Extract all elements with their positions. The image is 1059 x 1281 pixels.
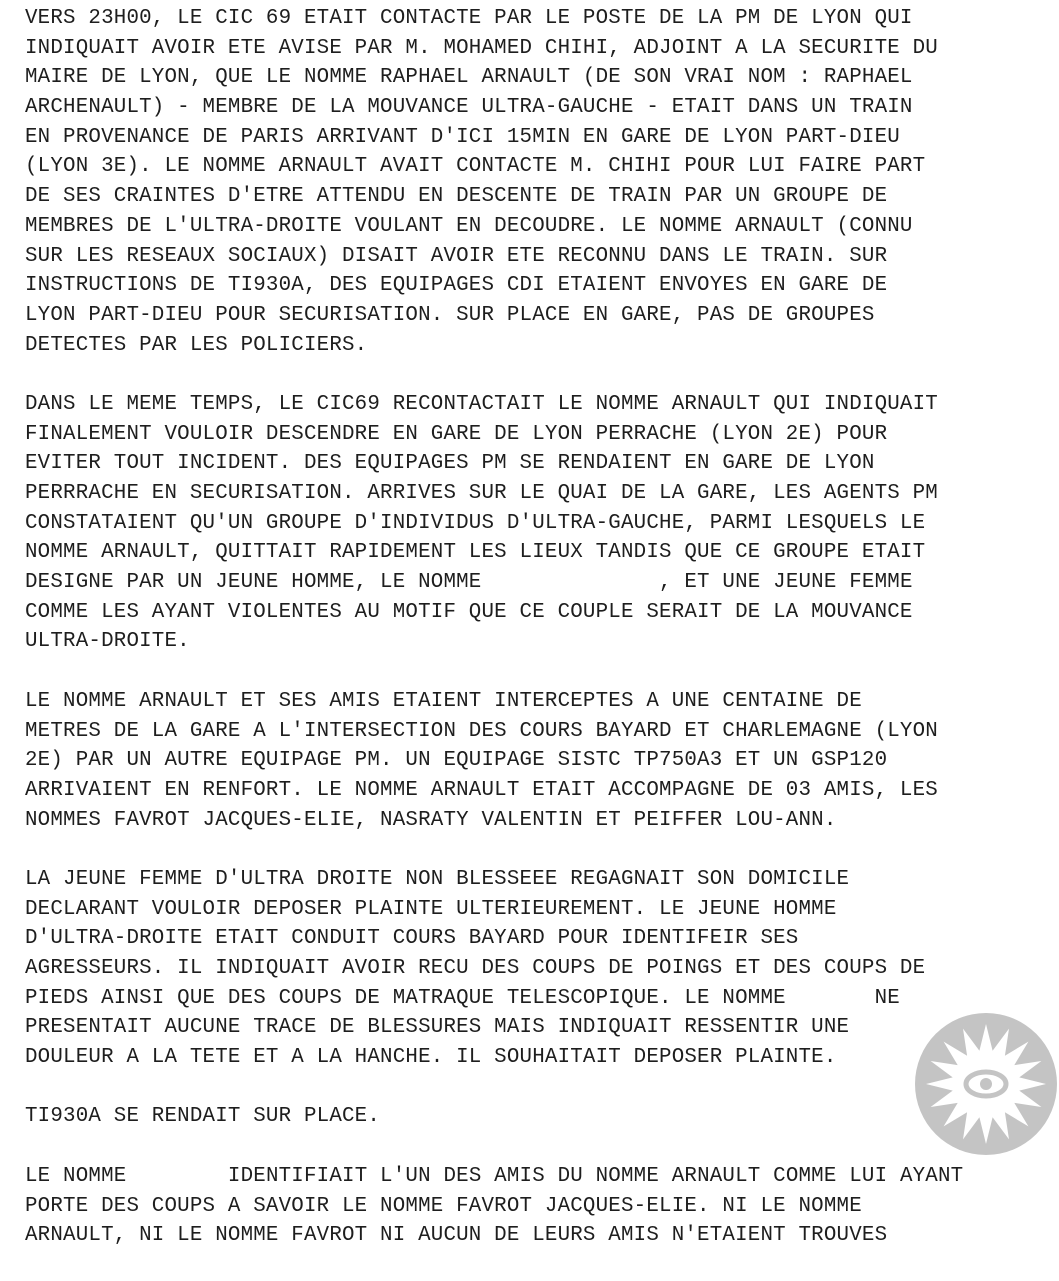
text-line [25, 984, 1055, 1014]
text-line: LA JEUNE FEMME D'ULTRA DROITE NON BLESSEEE REGAGNAIT SON DOMICILE [25, 867, 850, 891]
text-line [25, 568, 1055, 598]
text-line: PRESENTAIT AUCUNE TRACE DE BLESSURES MAIS INDIQUAIT RESSENTIR UNE [25, 1016, 850, 1040]
text-line: TI930A SE RENDAIT SUR PLACE. [25, 1105, 381, 1129]
text-line [25, 1162, 1055, 1192]
text-line: DOULEUR A LA TETE ET A LA HANCHE. IL SOUHAITAIT DEPOSER PLAINTE. [25, 1046, 837, 1070]
text-line: CONSTATAIENT QU'UN GROUPE D'INDIVIDUS D'ULTRA-GAUCHE, PARMI LESQUELS LE [25, 511, 926, 535]
text-line: LE NOMME ARNAULT ET SES AMIS ETAIENT INTERCEPTES A UNE CENTAINE DE [25, 689, 862, 713]
text-line: 2E) PAR UN AUTRE EQUIPAGE PM. UN EQUIPAGE SISTC TP750A3 ET UN GSP120 [25, 749, 888, 773]
text-line: DANS LE MEME TEMPS, LE CIC69 RECONTACTAIT LE NOMME ARNAULT QUI INDIQUAIT [25, 392, 938, 416]
text-segment: NE [861, 986, 900, 1010]
text-segment: IDENTIFIAIT L'UN DES AMIS DU NOMME ARNAULT COMME LUI AYANT [215, 1164, 964, 1188]
text-line: METRES DE LA GARE A L'INTERSECTION DES COURS BAYARD ET CHARLEMAGNE (LYON [25, 719, 938, 743]
text-line: SUR LES RESEAUX SOCIAUX) DISAIT AVOIR ETE RECONNU DANS LE TRAIN. SUR [25, 244, 888, 268]
text-line: NOMMES FAVROT JACQUES-ELIE, NASRATY VALENTIN ET PEIFFER LOU-ANN. [25, 808, 837, 832]
text-segment: , ET UNE JEUNE FEMME [659, 571, 913, 595]
text-line: (LYON 3E). LE NOMME ARNAULT AVAIT CONTACTE M. CHIHI POUR LUI FAIRE PART [25, 155, 926, 179]
paragraph [25, 687, 1055, 835]
text-line: INSTRUCTIONS DE TI930A, DES EQUIPAGES CDI ETAIENT ENVOYES EN GARE DE [25, 274, 888, 298]
text-segment: DESIGNE PAR UN JEUNE HOMME, LE NOMME [25, 571, 495, 595]
text-line: EVITER TOUT INCIDENT. DES EQUIPAGES PM SE RENDAIENT EN GARE DE LYON [25, 452, 875, 476]
text-line: ULTRA-DROITE. [25, 630, 190, 654]
redacted-name [139, 1162, 215, 1192]
paragraph [25, 4, 1055, 360]
document-body [25, 4, 1055, 1281]
text-segment: LE NOMME [25, 1164, 140, 1188]
text-line: AGRESSEURS. IL INDIQUAIT AVOIR RECU DES COUPS DE POINGS ET DES COUPS DE [25, 957, 926, 980]
eye-sunburst-icon [914, 1012, 1058, 1156]
text-line: EN PROVENANCE DE PARIS ARRIVANT D'ICI 15MIN EN GARE DE LYON PART-DIEU [25, 125, 900, 149]
paragraph [25, 1102, 1055, 1132]
text-line: ARNAULT, NI LE NOMME FAVROT NI AUCUN DE LEURS AMIS N'ETAIENT TROUVES [25, 1224, 888, 1248]
text-line: ARCHENAULT) - MEMBRE DE LA MOUVANCE ULTRA-GAUCHE - ETAIT DANS UN TRAIN [25, 96, 913, 120]
text-line: DECLARANT VOULOIR DEPOSER PLAINTE ULTERIEUREMENT. LE JEUNE HOMME [25, 897, 837, 921]
text-segment: PIEDS AINSI QUE DES COUPS DE MATRAQUE TELESCOPIQUE. LE NOMME [25, 986, 799, 1010]
text-line: MEMBRES DE L'ULTRA-DROITE VOULANT EN DECOUDRE. LE NOMME ARNAULT (CONNU [25, 214, 913, 238]
paragraph [25, 390, 1055, 657]
text-line: PERRRACHE EN SECURISATION. ARRIVES SUR LE QUAI DE LA GARE, LES AGENTS PM [25, 482, 938, 505]
paragraph [25, 865, 1055, 1073]
text-line: PORTE DES COUPS A SAVOIR LE NOMME FAVROT JACQUES-ELIE. NI LE NOMME [25, 1194, 862, 1218]
redacted-name [799, 984, 862, 1014]
text-line: MAIRE DE LYON, QUE LE NOMME RAPHAEL ARNAULT (DE SON VRAI NOM : RAPHAEL [25, 66, 913, 90]
text-line: D'ULTRA-DROITE ETAIT CONDUIT COURS BAYARD POUR IDENTIFEIR SES [25, 927, 799, 951]
redacted-name [494, 568, 659, 598]
text-line: NOMME ARNAULT, QUITTAIT RAPIDEMENT LES LIEUX TANDIS QUE CE GROUPE ETAIT [25, 541, 926, 565]
text-line: DE SES CRAINTES D'ETRE ATTENDU EN DESCENTE DE TRAIN PAR UN GROUPE DE [25, 185, 888, 209]
text-line: COMME LES AYANT VIOLENTES AU MOTIF QUE CE COUPLE SERAIT DE LA MOUVANCE [25, 600, 913, 624]
text-line: FINALEMENT VOULOIR DESCENDRE EN GARE DE LYON PERRACHE (LYON 2E) POUR [25, 422, 888, 446]
text-line: LYON PART-DIEU POUR SECURISATION. SUR PLACE EN GARE, PAS DE GROUPES [25, 303, 875, 327]
paragraph [25, 1162, 1055, 1251]
text-line: DETECTES PAR LES POLICIERS. [25, 333, 368, 357]
text-line: INDIQUAIT AVOIR ETE AVISE PAR M. MOHAMED CHIHI, ADJOINT A LA SECURITE DU [25, 36, 938, 60]
text-line: ARRIVAIENT EN RENFORT. LE NOMME ARNAULT ETAIT ACCOMPAGNE DE 03 AMIS, LES [25, 778, 938, 802]
watermark-eye-pupil [980, 1078, 992, 1090]
text-line: VERS 23H00, LE CIC 69 ETAIT CONTACTE PAR LE POSTE DE LA PM DE LYON QUI [25, 7, 913, 30]
